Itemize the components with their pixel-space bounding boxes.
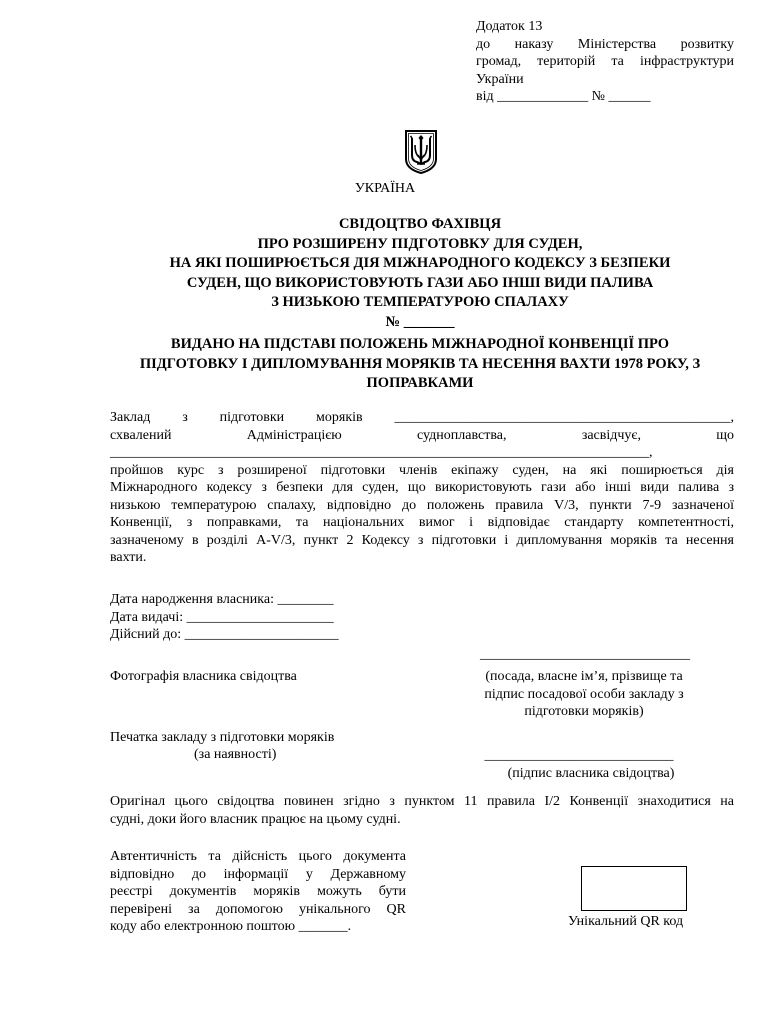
title-line-4: СУДЕН, ЩО ВИКОРИСТОВУЮТЬ ГАЗИ АБО ІНШІ ВИДИ ПАЛИВА <box>186 274 654 291</box>
tryzub-coat-of-arms-icon <box>404 129 438 175</box>
photo-label: Фотографія власника свідоцтва <box>110 669 297 684</box>
holder-signature-caption: (підпис власника свідоцтва) <box>507 766 675 781</box>
official-caption-line-1: (посада, власне ім’я, прізвище та <box>485 669 683 684</box>
issued-basis-heading <box>60 335 770 394</box>
holder-name-blank: _____________________________________________________________________________, <box>110 445 653 460</box>
qr-code-box <box>581 866 687 911</box>
dates-block <box>110 591 339 644</box>
authenticity-line-5: коду або електронною поштою _______. <box>110 919 352 934</box>
title-line-3: НА ЯКІ ПОШИРЮЄТЬСЯ ДІЯ МІЖНАРОДНОГО КОДЕКСУ З БЕЗПЕКИ <box>169 255 671 271</box>
appendix-number: Додаток 13 <box>476 19 543 34</box>
body-line-4: пройшов курс з розширеної підготовки членів екіпажу суден, на які поширюється дія <box>110 462 734 478</box>
title-line-5: З НИЗЬКОЮ ТЕМПЕРАТУРОЮ СПАЛАХУ <box>271 294 569 310</box>
authenticity-line-4: перевірені за допомогою унікального QR <box>110 901 406 917</box>
issue-date-field: Дата видачі: _____________________ <box>110 609 334 625</box>
appendix-ministry-line: громад, територій та інфраструктури <box>476 54 734 69</box>
original-note-line-1: Оригінал цього свідоцтва повинен згідно з пунктом 11 правила I/2 Конвенції знаходитися на <box>110 794 734 809</box>
body-line-9: вахти. <box>110 550 147 565</box>
approved-word-5: що <box>716 427 735 443</box>
title-line-2: ПРО РОЗШИРЕНУ ПІДГОТОВКУ ДЛЯ СУДЕН, <box>257 235 583 252</box>
issued-line-1: ВИДАНО НА ПІДСТАВІ ПОЛОЖЕНЬ МІЖНАРОДНОЇ КОНВЕНЦІЇ ПРО <box>170 336 670 352</box>
certificate-number: № _______ <box>385 313 455 330</box>
authenticity-note <box>110 848 406 936</box>
country-name: УКРАЇНА <box>354 181 416 196</box>
stamp-label: Печатка закладу з підготовки моряків <box>110 730 335 745</box>
official-signature-line: ______________________________ <box>480 647 690 662</box>
valid-until-field: Дійсний до: ______________________ <box>110 627 339 642</box>
body-line-8: зазначеному в розділі A-V/3, пункт 2 Кодексу з підготовки і дипломування моряків та несення <box>110 532 734 548</box>
appendix-country-line: України <box>476 71 524 87</box>
original-note <box>110 793 734 828</box>
body-line-5: Міжнародного кодексу з безпеки для суден, що використовують гази або інші види палива з <box>110 480 734 495</box>
appendix-date-line: від _____________ № ______ <box>476 89 651 104</box>
approved-word-4: засвідчує, <box>581 427 641 443</box>
authenticity-line-3: реєстрі документів моряків можуть бути <box>110 884 406 899</box>
title-line-1: СВІДОЦТВО ФАХІВЦЯ <box>338 216 502 232</box>
official-caption-line-2: підпис посадової особи закладу з <box>484 686 684 702</box>
approved-word-2: Адміністрацією <box>246 427 342 443</box>
authenticity-line-2: відповідно до інформації у Державному <box>110 866 406 882</box>
official-caption-line-3: підготовки моряків) <box>524 704 644 719</box>
institution-line: Заклад з підготовки моряків ________________________________________________, <box>110 410 734 425</box>
appendix-block <box>476 18 734 106</box>
approved-word-3: судноплавства, <box>417 427 507 443</box>
approved-line <box>110 427 734 445</box>
approved-word-1: схвалений <box>110 427 172 443</box>
authenticity-line-1: Автентичність та дійсність цього документа <box>110 849 406 864</box>
appendix-order-line: до наказу Міністерства розвитку <box>476 36 734 52</box>
original-note-line-2: судні, доки його власник працює на цьому судні. <box>110 811 401 827</box>
qr-code-label: Унікальний QR код <box>568 914 684 929</box>
official-signature-caption <box>456 668 712 721</box>
stamp-optional-note: (за наявності) <box>194 747 277 762</box>
issued-line-3: ПОПРАВКАМИ <box>366 375 474 391</box>
issued-line-2: ПІДГОТОВКУ І ДИПЛОМУВАННЯ МОРЯКІВ ТА НЕСЕННЯ ВАХТИ 1978 РОКУ, З <box>139 355 701 372</box>
certification-paragraph <box>110 409 734 567</box>
birth-date-field: Дата народження власника: ________ <box>110 592 334 607</box>
holder-signature-line: ___________________________ <box>484 748 674 763</box>
body-line-7: Конвенції, з поправками, та національних вимог і відповідає стандарту компетентності, <box>110 515 734 530</box>
body-line-6: низькою температурою спалаху, відповідно до положень правила V/3, пункти 7-9 зазначеної <box>110 497 734 513</box>
certificate-title <box>60 215 770 332</box>
